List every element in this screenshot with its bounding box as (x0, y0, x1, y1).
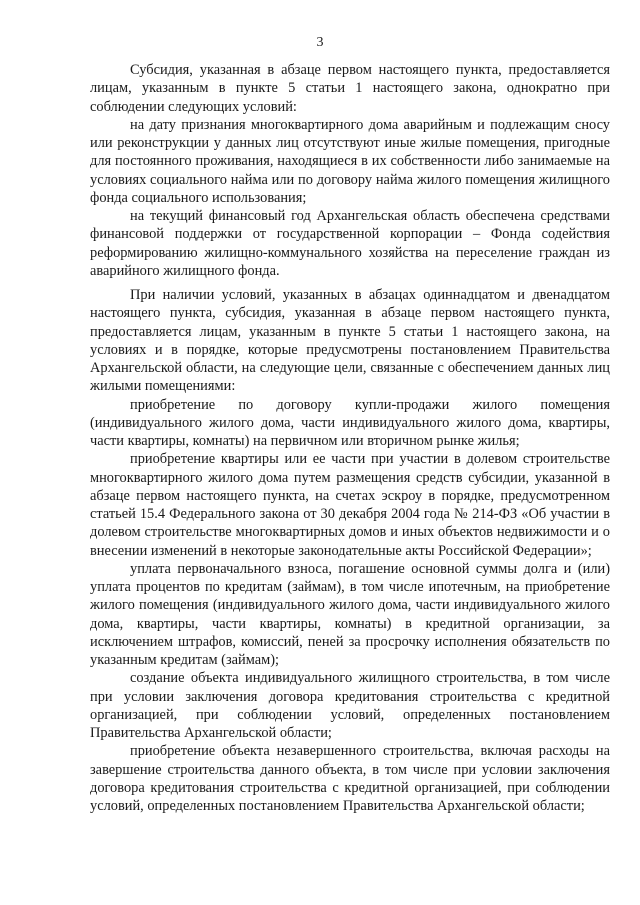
paragraph-fund-support: на текущий финансовый год Архангельская область обеспечена средствами финансовой поддержки от государственной корпорации – Фонда содействия реформированию жилищно-коммунального хозяйства на переселение граждан из аварийного жилищного фонда. (90, 208, 610, 279)
paragraph-subsidy-purposes: При наличии условий, указанных в абзацах одиннадцатом и двенадцатом настоящего пункта, субсидия, указанная в абзаце первом настоящего пункта, предоставляется лицам, указанным в пункте 5 статьи 1 настоящего закона, на условиях и в порядке, которые предусмотрены постановлением Правительства Архангельской области, на следующие цели, связанные с обеспечением данных лиц жилыми помещениями: (90, 287, 610, 395)
paragraph-individual-construction: создание объекта индивидуального жилищного строительства, в том числе при условии заключения договора кредитования строительства с кредитной организацией, при соблюдении условий, определенных постановлением Правительства Архангельской области; (90, 670, 610, 741)
paragraph-no-other-housing: на дату признания многоквартирного дома аварийным и подлежащим сносу или реконструкции у данных лиц отсутствуют иные жилые помещения, пригодные для постоянного проживания, находящиеся в их собственности либо занимаемые на условиях социального найма или по договору найма жилого помещения жилищного фонда социального использования; (90, 116, 610, 206)
paragraph-mortgage-payment: уплата первоначального взноса, погашение основной суммы долга и (или) уплата процентов по кредитам (займам), в том числе ипотечным, на приобретение жилого помещения (индивидуального жилого дома, части индивидуального жилого дома, квартиры, части квартиры, комнаты) в кредитной организации, за исключением штрафов, комиссий, пеней за просрочку исполнения обязательств по указанным кредитам (займам); (90, 560, 610, 668)
page-number: 3 (316, 35, 324, 50)
paragraph-shared-construction: приобретение квартиры или ее части при участии в долевом строительстве многоквартирного жилого дома путем размещения средств субсидии, указанной в абзаце первом настоящего пункта, на счетах эскроу в порядке, предусмотренном статьей 15.4 Федерального закона от 30 декабря 2004 года № 214-ФЗ «Об участии в долевом строительстве многоквартирных домов и иных объектов недвижимости и о внесении изменений в некоторые законодательные акты Российской Федерации»; (90, 451, 610, 559)
document-body (90, 61, 610, 815)
paragraph-subsidy-conditions: Субсидия, указанная в абзаце первом настоящего пункта, предоставляется лицам, указанным в пункте 5 статьи 1 настоящего закона, однократно при соблюдении следующих условий: (90, 62, 610, 115)
paragraph-purchase-contract: приобретение по договору купли-продажи жилого помещения (индивидуального жилого дома, части индивидуального жилого дома, квартиры, части квартиры, комнаты) на первичном или вторичном рынке жилья; (90, 396, 610, 449)
paragraph-unfinished-construction: приобретение объекта незавершенного строительства, включая расходы на завершение строительства данного объекта, в том числе при условии заключения договора кредитования строительства с кредитной организацией, при соблюдении условий, определенных постановлением Правительства Архангельской области; (90, 743, 610, 814)
